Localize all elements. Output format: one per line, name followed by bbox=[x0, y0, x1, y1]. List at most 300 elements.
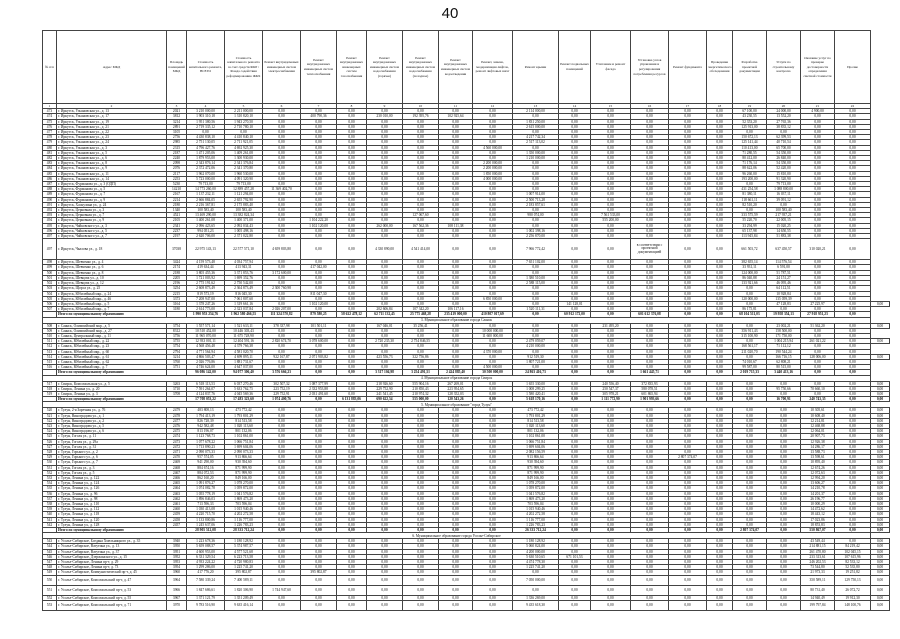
address-cell: г. Иркутск, Ульяновская ул., д. 8 bbox=[57, 161, 167, 166]
table-cell: 0,00 bbox=[631, 192, 669, 197]
table-cell: 0,00 bbox=[801, 391, 835, 396]
table-cell: 0,00 bbox=[301, 130, 337, 135]
table-cell: 0,00 bbox=[733, 449, 767, 454]
table-cell: 3960 bbox=[167, 570, 187, 575]
table-cell: 2315 bbox=[167, 145, 187, 150]
column-header: Ремонт внутридомовых инженерных систем газоснабжения bbox=[337, 31, 367, 104]
table-cell: 0,00 bbox=[439, 359, 473, 364]
table-cell: 19 912,30 bbox=[835, 595, 871, 600]
table-cell: 0,00 bbox=[473, 539, 513, 544]
table-cell: 0,00 bbox=[367, 486, 403, 491]
table-cell: 0,00 bbox=[801, 140, 835, 145]
table-cell: 0,00 bbox=[669, 130, 707, 135]
table-cell: 0,00 bbox=[767, 449, 801, 454]
table-cell: 2 341 370,80 bbox=[225, 166, 263, 171]
table-cell: 0,00 bbox=[513, 114, 559, 119]
table-cell: 0,00 bbox=[473, 522, 513, 527]
table-cell: 1 226 783,23 bbox=[225, 522, 263, 527]
table-cell: 541 bbox=[43, 517, 57, 522]
table-cell: 0,00 bbox=[871, 539, 890, 544]
address-cell: г. Саянск, Юбилейный мкр., д. 23 bbox=[57, 344, 167, 349]
table-cell: 0,00 bbox=[439, 434, 473, 439]
table-cell: 81 380,11 bbox=[733, 192, 767, 197]
table-cell: 0,00 bbox=[707, 554, 733, 559]
table-cell: 0,00 bbox=[835, 296, 871, 301]
address-cell: г. Саянск, Олимпийский мкр., д. 27 bbox=[57, 328, 167, 333]
table-cell: 43 549,44 bbox=[801, 539, 835, 544]
table-cell: 0,00 bbox=[403, 228, 439, 233]
table-cell: 473 bbox=[43, 109, 57, 114]
address-cell: г. Иркутск, Ульяновская ул., д. 23 bbox=[57, 135, 167, 140]
column-header: Установка узлов управления и регулирования потребления ресурсов bbox=[631, 31, 669, 104]
table-cell: 1 896 846,03 bbox=[187, 496, 225, 501]
table-cell: 0,00 bbox=[591, 114, 631, 119]
table-cell: 0,00 bbox=[631, 434, 669, 439]
table-cell: 0,00 bbox=[473, 408, 513, 413]
table-cell: 0,00 bbox=[263, 507, 301, 512]
table-cell: 0,00 bbox=[337, 470, 367, 475]
table-header-row bbox=[43, 31, 890, 104]
table-cell: 0,00 bbox=[707, 465, 733, 470]
table-cell: 0,00 bbox=[591, 517, 631, 522]
table-cell: 2 200 000,00 bbox=[473, 166, 513, 171]
table-cell: 0,00 bbox=[301, 145, 337, 150]
table-cell: 0,00 bbox=[301, 554, 337, 559]
address-cell: г. Тулун, Виноградова ул., д. 6 bbox=[57, 429, 167, 434]
table-cell: 0,00 bbox=[559, 339, 591, 344]
table-cell: 0,00 bbox=[835, 114, 871, 119]
table-cell: 2197 bbox=[167, 234, 187, 239]
column-header: Ремонт внутридомовых инженерных систем водоотведения bbox=[439, 31, 473, 104]
address-cell: г. Тулун, Ленина ул., д. 122 bbox=[57, 476, 167, 481]
table-cell: 0,00 bbox=[707, 301, 733, 306]
table-cell: 0,00 bbox=[403, 124, 439, 129]
table-cell: 0,00 bbox=[513, 365, 559, 370]
table-cell: 0,00 bbox=[263, 228, 301, 233]
table-cell: 3754 bbox=[167, 344, 187, 349]
table-cell: 0,00 bbox=[301, 239, 337, 260]
table-cell: 0,00 bbox=[669, 397, 707, 402]
table-cell: 0,00 bbox=[337, 539, 367, 544]
table-cell: 0,00 bbox=[835, 119, 871, 124]
table-cell: 0,00 bbox=[835, 130, 871, 135]
table-cell: 3751 bbox=[167, 365, 187, 370]
table-cell: 0,00 bbox=[439, 234, 473, 239]
table-cell: 0,00 bbox=[801, 365, 835, 370]
table-cell: 0,00 bbox=[669, 365, 707, 370]
table-cell: 0,00 bbox=[767, 202, 801, 207]
table-cell: 0,00 bbox=[707, 595, 733, 600]
table-cell: 871 999,90 bbox=[513, 465, 559, 470]
table-cell: 0,00 bbox=[403, 600, 439, 610]
table-cell: 1 102 120,00 bbox=[301, 223, 337, 228]
table-cell: 0,00 bbox=[591, 370, 631, 375]
table-cell: 0,00 bbox=[301, 140, 337, 145]
table-cell: 51 787,51 bbox=[767, 270, 801, 275]
table-cell: 0,00 bbox=[591, 182, 631, 187]
address-cell: г. Тулун, Виноградова ул., д. 1 bbox=[57, 413, 167, 418]
address-cell: г. Саянск, Олимпийский мкр., д. 5 bbox=[57, 323, 167, 328]
table-cell: 0,00 bbox=[707, 260, 733, 265]
table-cell: 4 202 272,58 bbox=[225, 512, 263, 517]
table-cell: 0,00 bbox=[631, 307, 669, 312]
table-cell: 0,00 bbox=[631, 418, 669, 423]
table-cell: 0,00 bbox=[707, 307, 733, 312]
table-cell: 1 831 250,00 bbox=[513, 119, 559, 124]
table-cell: 0,00 bbox=[337, 418, 367, 423]
table-cell: 0,00 bbox=[669, 176, 707, 181]
table-cell: 7 208 947,00 bbox=[187, 296, 225, 301]
table-cell: 0,00 bbox=[559, 202, 591, 207]
column-header: Ремонт внутридомовых инженерных систем водоснабжения (горячее) bbox=[367, 31, 403, 104]
table-cell: 0,00 bbox=[301, 470, 337, 475]
table-cell: 0,00 bbox=[301, 171, 337, 176]
table-cell: 548 bbox=[43, 565, 57, 570]
table-cell: 0,00 bbox=[367, 512, 403, 517]
table-cell: 0,00 bbox=[559, 507, 591, 512]
table-cell: 0,00 bbox=[337, 517, 367, 522]
table-cell: 1 087 377,99 bbox=[301, 381, 337, 386]
table-cell: 0,00 bbox=[337, 145, 367, 150]
table-cell: 0,00 bbox=[801, 359, 835, 364]
table-cell: 0,00 bbox=[707, 218, 733, 223]
table-cell: 0,00 bbox=[473, 286, 513, 291]
table-cell: 0,00 bbox=[767, 429, 801, 434]
table-cell: 0,00 bbox=[669, 202, 707, 207]
table-cell: 0,00 bbox=[801, 130, 835, 135]
table-cell: 0,00 bbox=[337, 365, 367, 370]
section-title: 5. Муниципальное образование "город Тулун" bbox=[43, 402, 871, 408]
table-cell: 0,00 bbox=[871, 423, 890, 428]
table-cell: 0,00 bbox=[591, 439, 631, 444]
table-cell: 2 341 376,84 bbox=[225, 161, 263, 166]
table-cell: 0,00 bbox=[591, 130, 631, 135]
table-cell: 2 710 780,10 bbox=[225, 124, 263, 129]
table-cell: 0,00 bbox=[367, 423, 403, 428]
address-cell: г. Иркутск, Чайковского ул., д. 5 bbox=[57, 228, 167, 233]
table-cell: 0,00 bbox=[669, 528, 707, 533]
table-cell: 5 060 824,00 bbox=[513, 544, 559, 549]
table-cell: 0,00 bbox=[263, 476, 301, 481]
table-cell: 2 719 335,12 bbox=[187, 124, 225, 129]
table-cell: 1 111 772,90 bbox=[591, 397, 631, 402]
table-cell: 0,00 bbox=[591, 344, 631, 349]
table-cell: 0,00 bbox=[835, 260, 871, 265]
table-cell: 0,00 bbox=[473, 150, 513, 155]
table-cell: 525 bbox=[43, 434, 57, 439]
table-cell: 0,00 bbox=[301, 549, 337, 554]
table-cell: 0,00 bbox=[473, 418, 513, 423]
table-cell: 0,00 bbox=[559, 145, 591, 150]
table-cell: 1 137 232,11 bbox=[187, 192, 225, 197]
table-cell: 0,00 bbox=[591, 260, 631, 265]
table-cell: 0,00 bbox=[733, 434, 767, 439]
table-cell: 0,00 bbox=[473, 386, 513, 391]
column-header: Стоимость капитального ремонта за счет средств ФКР / Фонда содействия реформированию ЖКХ bbox=[225, 31, 263, 104]
table-cell: 0,00 bbox=[871, 560, 890, 565]
table-cell: 1 351 209,49 bbox=[225, 595, 263, 600]
table-cell: 88 622,06 bbox=[733, 166, 767, 171]
table-cell: 0,00 bbox=[835, 408, 871, 413]
table-cell: 0,00 bbox=[801, 192, 835, 197]
table-cell: 0,00 bbox=[403, 539, 439, 544]
table-cell: 4 034 757,94 bbox=[225, 260, 263, 265]
table-cell: 0,00 bbox=[767, 481, 801, 486]
table-cell: 0,00 bbox=[301, 423, 337, 428]
table-cell: 0,00 bbox=[835, 413, 871, 418]
table-cell: 0,00 bbox=[733, 423, 767, 428]
table-cell: 0,00 bbox=[835, 213, 871, 218]
table-cell: 410 807 017,69 bbox=[473, 312, 513, 317]
table-cell: 0,00 bbox=[801, 176, 835, 181]
table-cell: 0,00 bbox=[367, 213, 403, 218]
table-cell: 0,00 bbox=[367, 156, 403, 161]
table-cell: 1 180 128,92 bbox=[513, 539, 559, 544]
table-cell: 333 575,59 bbox=[733, 213, 767, 218]
table-cell: 0,00 bbox=[835, 156, 871, 161]
address-cell: г. Иркутск, Шевченко ул., д. 6 bbox=[57, 265, 167, 270]
table-cell: 0,00 bbox=[669, 476, 707, 481]
table-cell: 0,00 bbox=[835, 434, 871, 439]
table-cell: 0,00 bbox=[801, 197, 835, 202]
table-cell: 0,00 bbox=[473, 460, 513, 465]
table-cell: 0,00 bbox=[591, 156, 631, 161]
table-cell: 0,00 bbox=[263, 423, 301, 428]
table-cell: 533 bbox=[43, 476, 57, 481]
table-cell: 0,00 bbox=[559, 124, 591, 129]
table-cell: 82 533,12 bbox=[835, 560, 871, 565]
table-cell: 0,00 bbox=[439, 260, 473, 265]
table-cell: 0,00 bbox=[631, 486, 669, 491]
table-cell: 0,00 bbox=[367, 434, 403, 439]
table-cell: 0,00 bbox=[835, 312, 871, 317]
table-cell: 0,00 bbox=[559, 449, 591, 454]
table-cell: 0,00 bbox=[301, 270, 337, 275]
table-cell: 0,00 bbox=[559, 130, 591, 135]
table-cell: 3 440 413,16 bbox=[767, 370, 801, 375]
table-cell: 0,00 bbox=[733, 323, 767, 328]
table-cell: 529 bbox=[43, 455, 57, 460]
table-cell: 0,00 bbox=[473, 434, 513, 439]
table-cell: 3953 bbox=[167, 560, 187, 565]
table-cell: 497 bbox=[43, 239, 57, 260]
table-cell: 0,00 bbox=[403, 455, 439, 460]
table-cell: 0,00 bbox=[591, 109, 631, 114]
table-cell: 0,00 bbox=[337, 234, 367, 239]
table-cell: 0,00 bbox=[707, 585, 733, 595]
table-cell: 0,00 bbox=[559, 307, 591, 312]
table-cell: 0,00 bbox=[263, 365, 301, 370]
table-cell: 0,00 bbox=[439, 286, 473, 291]
table-cell: 0,00 bbox=[301, 228, 337, 233]
table-cell: 518 bbox=[43, 386, 57, 391]
table-cell: 496 bbox=[43, 228, 57, 233]
table-cell: 2 343 876,14 bbox=[187, 161, 225, 166]
table-cell: 0,00 bbox=[591, 549, 631, 554]
table-cell: 0,00 bbox=[337, 265, 367, 270]
table-cell: 0,00 bbox=[631, 124, 669, 129]
column-number-cell: 19 bbox=[733, 104, 767, 109]
table-cell: 0,00 bbox=[513, 171, 559, 176]
table-cell: 0,00 bbox=[263, 328, 301, 333]
table-cell: 79 713,00 bbox=[187, 182, 225, 187]
table-cell: 0,00 bbox=[263, 528, 301, 533]
table-cell: 190 544,24 bbox=[767, 349, 801, 354]
table-cell: 0,00 bbox=[367, 161, 403, 166]
table-cell: 486 bbox=[43, 176, 57, 181]
table-cell: 862 160,20 bbox=[187, 476, 225, 481]
table-cell: 0,00 bbox=[835, 328, 871, 333]
table-cell: 0,00 bbox=[473, 575, 513, 585]
table-cell: 27 918 951,23 bbox=[801, 312, 835, 317]
table-cell: 0,00 bbox=[473, 260, 513, 265]
table-cell: 1 850 000,00 bbox=[473, 171, 513, 176]
table-cell: 0,00 bbox=[801, 161, 835, 166]
table-cell: 0,00 bbox=[263, 496, 301, 501]
table-cell: 0,00 bbox=[767, 502, 801, 507]
table-cell: 0,00 bbox=[669, 517, 707, 522]
table-cell: 0,00 bbox=[513, 296, 559, 301]
table-cell: 0,00 bbox=[871, 408, 890, 413]
table-cell: 0,00 bbox=[591, 565, 631, 570]
table-cell: 0,00 bbox=[403, 418, 439, 423]
table-cell: 0,00 bbox=[559, 270, 591, 275]
table-cell: 0,00 bbox=[439, 213, 473, 218]
table-cell: 0,00 bbox=[367, 539, 403, 544]
table-cell: 0,00 bbox=[767, 476, 801, 481]
table-cell: 0,00 bbox=[263, 213, 301, 218]
table-cell: 0,00 bbox=[591, 522, 631, 527]
table-cell: 849 166,00 bbox=[225, 476, 263, 481]
table-cell: 0,00 bbox=[733, 565, 767, 570]
table-cell: 1 869 473,20 bbox=[513, 496, 559, 501]
table-cell: 14 210,78 bbox=[801, 486, 835, 491]
table-cell: 0,00 bbox=[367, 413, 403, 418]
table-cell: 0,00 bbox=[301, 156, 337, 161]
table-cell: 0,00 bbox=[473, 140, 513, 145]
table-cell: 0,00 bbox=[367, 429, 403, 434]
table-cell: 6 331 329,54 bbox=[187, 554, 225, 559]
table-cell: 0,00 bbox=[631, 119, 669, 124]
table-cell: 3760 bbox=[167, 359, 187, 364]
table-cell: 0,00 bbox=[367, 502, 403, 507]
table-cell: 2 517 113,02 bbox=[513, 140, 559, 145]
address-cell: г. Иркутск, Шевцова ул., д. 12 bbox=[57, 281, 167, 286]
table-cell: 2 608 873,49 bbox=[187, 286, 225, 291]
table-cell: 0,00 bbox=[367, 455, 403, 460]
table-cell: 0,00 bbox=[473, 275, 513, 280]
table-cell: 690 622,54 bbox=[367, 397, 403, 402]
table-cell: 0,00 bbox=[263, 130, 301, 135]
table-cell: 5 374 987,57 bbox=[225, 544, 263, 549]
table-cell: 0,00 bbox=[263, 296, 301, 301]
table-cell: 0,00 bbox=[403, 333, 439, 338]
table-cell: 2460 bbox=[167, 507, 187, 512]
table-cell: 0,00 bbox=[835, 481, 871, 486]
table-cell: 7 561 533,00 bbox=[591, 213, 631, 218]
table-cell: 1 319 661,16 bbox=[225, 301, 263, 306]
table-cell: 0,00 bbox=[631, 496, 669, 501]
table-cell: 0,00 bbox=[513, 286, 559, 291]
table-cell: 3970 bbox=[167, 600, 187, 610]
column-header: Утепление и ремонт фасада bbox=[591, 31, 631, 104]
table-cell: 516 bbox=[43, 365, 57, 370]
table-cell: 0,00 bbox=[733, 595, 767, 600]
table-cell: 0,00 bbox=[337, 124, 367, 129]
table-cell: 1 721 003,92 bbox=[187, 275, 225, 280]
table-cell: 0,00 bbox=[439, 423, 473, 428]
table-cell: 0,00 bbox=[707, 296, 733, 301]
table-cell: 0,00 bbox=[473, 429, 513, 434]
table-cell: 2214 bbox=[167, 197, 187, 202]
table-cell: 497 bbox=[43, 234, 57, 239]
table-cell: 0,00 bbox=[591, 470, 631, 475]
table-cell: 0,00 bbox=[871, 413, 890, 418]
table-cell: 0,00 bbox=[631, 544, 669, 549]
address-cell: г. Тулун, Гоголя ул., д. 11 bbox=[57, 434, 167, 439]
table-cell: 0,00 bbox=[631, 575, 669, 585]
table-cell: 0,00 bbox=[669, 413, 707, 418]
table-cell: 0,00 bbox=[707, 202, 733, 207]
table-cell: 0,00 bbox=[591, 176, 631, 181]
table-row bbox=[43, 585, 890, 595]
table-cell: 58 622 478,12 bbox=[337, 312, 367, 317]
table-cell: 661 503,72 bbox=[733, 239, 767, 260]
table-cell: 0,00 bbox=[591, 281, 631, 286]
table-cell: 517 bbox=[43, 381, 57, 386]
table-cell: 17 023,86 bbox=[801, 517, 835, 522]
table-cell: 235 419 000,00 bbox=[439, 312, 473, 317]
table-cell: 0,00 bbox=[591, 560, 631, 565]
table-cell: 0,00 bbox=[337, 413, 367, 418]
table-cell: 0,00 bbox=[591, 339, 631, 344]
table-cell: 0,00 bbox=[337, 528, 367, 533]
table-cell: 0,00 bbox=[559, 517, 591, 522]
table-cell: 492 bbox=[43, 208, 57, 213]
table-cell: 0,00 bbox=[367, 234, 403, 239]
table-cell: 546 bbox=[43, 554, 57, 559]
table-cell: 0,00 bbox=[669, 140, 707, 145]
table-cell: 0,00 bbox=[835, 166, 871, 171]
table-cell: 0,00 bbox=[835, 286, 871, 291]
table-cell: 0,00 bbox=[337, 565, 367, 570]
table-cell: 2105 bbox=[167, 218, 187, 223]
address-cell: г. Свирск, Ленина ул., д. 3 bbox=[57, 391, 167, 396]
table-cell: 498 bbox=[43, 260, 57, 265]
table-cell: 94 077 306,40 bbox=[225, 370, 263, 375]
table-cell: 2 820 674,70 bbox=[263, 339, 301, 344]
table-cell: 37038 bbox=[167, 239, 187, 260]
table-cell: 17 483 323,60 bbox=[225, 397, 263, 402]
table-cell: 2461 bbox=[167, 502, 187, 507]
table-cell: 801 132,06 bbox=[225, 429, 263, 434]
table-cell: 0,00 bbox=[439, 560, 473, 565]
section-title: 6. Муниципальное образование города Усолье-Сибирское bbox=[43, 533, 871, 539]
table-cell: 0,00 bbox=[707, 171, 733, 176]
table-cell: 0,00 bbox=[439, 449, 473, 454]
table-cell: 24 000,00 bbox=[767, 109, 801, 114]
table-cell: 1 310 820,10 bbox=[225, 114, 263, 119]
table-cell: 0,00 bbox=[301, 481, 337, 486]
table-cell: 0,00 bbox=[631, 135, 669, 140]
table-cell: 0,00 bbox=[707, 140, 733, 145]
table-cell: 0,00 bbox=[631, 323, 669, 328]
table-cell: 0,00 bbox=[801, 281, 835, 286]
table-cell: 27 225,97 bbox=[801, 301, 835, 306]
table-cell: 0,00 bbox=[473, 124, 513, 129]
address-cell: г. Иркутск, Ульяновская ул., д. 9 bbox=[57, 166, 167, 171]
table-cell: 0,00 bbox=[835, 182, 871, 187]
